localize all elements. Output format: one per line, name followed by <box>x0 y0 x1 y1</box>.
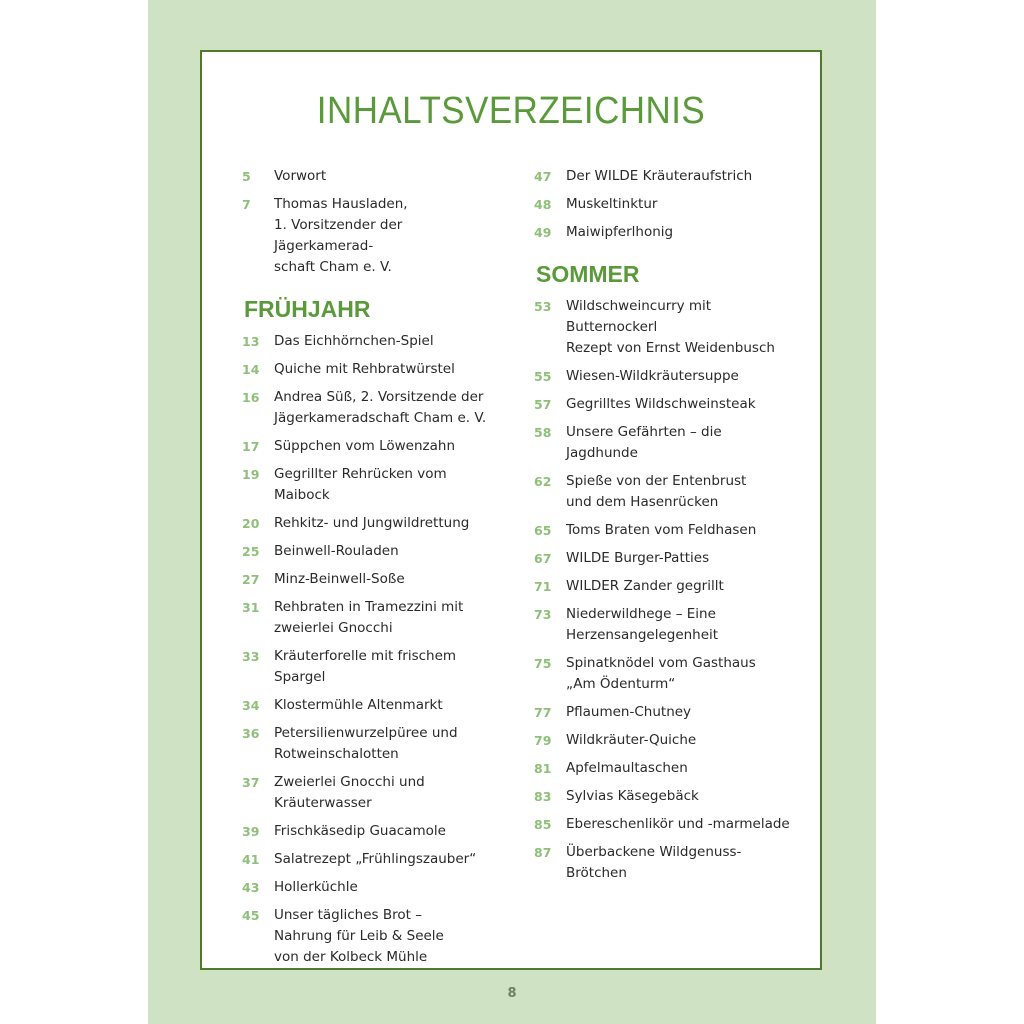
toc-page-number: 73 <box>534 607 552 622</box>
toc-entry <box>242 194 502 278</box>
toc-entry-title: Unser tägliches Brot – Nahrung für Leib & Seele von der Kolbeck Mühle <box>274 907 444 965</box>
toc-entry-title: Das Eichhörnchen-Spiel <box>274 333 434 349</box>
toc-entry-title: Zweierlei Gnocchi und Kräuterwasser <box>274 774 425 811</box>
toc-entry <box>242 331 502 352</box>
section-heading-summer: SOMMER <box>536 261 640 287</box>
toc-entry-title: Minz-Beinwell-Soße <box>274 571 405 587</box>
toc-entry <box>534 730 794 751</box>
toc-entry <box>242 387 502 429</box>
toc-page-number: 71 <box>534 579 552 594</box>
toc-entry-title: Beinwell-Rouladen <box>274 543 399 559</box>
toc-page-number: 16 <box>242 390 260 405</box>
toc-entry-title: Spieße von der Entenbrust und dem Hasenrücken <box>566 473 747 510</box>
toc-entry <box>534 422 794 464</box>
toc-entry <box>534 842 794 884</box>
toc-entry <box>242 597 502 639</box>
toc-entry <box>242 821 502 842</box>
toc-page-number: 17 <box>242 439 260 454</box>
toc-entry <box>534 576 794 597</box>
toc-page-number: 49 <box>534 225 552 240</box>
page-title: INHALTSVERZEICHNIS <box>316 90 706 132</box>
toc-page-number: 48 <box>534 197 552 212</box>
spring-list <box>242 331 502 968</box>
toc-page-number: 7 <box>242 197 251 212</box>
toc-page-number: 53 <box>534 299 552 314</box>
toc-entry-title: Sylvias Käsegebäck <box>566 788 699 804</box>
toc-entry-title: Überbackene Wildgenuss- Brötchen <box>566 844 742 881</box>
toc-page-number: 13 <box>242 334 260 349</box>
toc-page-number: 85 <box>534 817 552 832</box>
toc-page-number: 20 <box>242 516 260 531</box>
toc-entry <box>534 702 794 723</box>
toc-entry <box>242 541 502 562</box>
toc-entry <box>534 653 794 695</box>
toc-entry <box>242 646 502 688</box>
toc-entry-title: Muskeltinktur <box>566 196 658 212</box>
toc-entry <box>242 849 502 870</box>
left-column <box>242 166 502 975</box>
toc-entry-title: Thomas Hausladen, 1. Vorsitzender der Jägerkamerad- schaft Cham e. V. <box>274 196 408 275</box>
right-column <box>534 166 794 891</box>
toc-page-number: 34 <box>242 698 260 713</box>
toc-page-number: 5 <box>242 169 251 184</box>
toc-entry-title: Quiche mit Rehbratwürstel <box>274 361 455 377</box>
toc-entry <box>534 758 794 779</box>
toc-page-number: 27 <box>242 572 260 587</box>
toc-entry <box>242 513 502 534</box>
toc-page-number: 77 <box>534 705 552 720</box>
toc-entry <box>242 436 502 457</box>
toc-page-number: 67 <box>534 551 552 566</box>
toc-entry <box>242 464 502 506</box>
toc-entry <box>242 569 502 590</box>
toc-entry <box>534 786 794 807</box>
toc-entry-title: Frischkäsedip Guacamole <box>274 823 446 839</box>
toc-page-number: 87 <box>534 845 552 860</box>
page-number: 8 <box>507 986 517 1001</box>
intro-list <box>242 166 502 278</box>
toc-page-number: 58 <box>534 425 552 440</box>
toc-entry-title: Ebereschenlikör und -marmelade <box>566 816 790 832</box>
toc-page-number: 14 <box>242 362 260 377</box>
toc-entry <box>242 695 502 716</box>
toc-entry <box>242 772 502 814</box>
toc-page-number: 19 <box>242 467 260 482</box>
toc-page-number: 55 <box>534 369 552 384</box>
toc-page-number: 75 <box>534 656 552 671</box>
toc-page-number: 47 <box>534 169 552 184</box>
contents-frame <box>200 50 822 970</box>
toc-entry <box>534 166 794 187</box>
toc-entry-title: Petersilienwurzelpüree und Rotweinschalotten <box>274 725 458 762</box>
toc-entry <box>534 814 794 835</box>
toc-entry-title: Wiesen-Wildkräutersuppe <box>566 368 739 384</box>
toc-page-number: 57 <box>534 397 552 412</box>
toc-entry-title: Unsere Gefährten – die Jagdhunde <box>566 424 722 461</box>
toc-entry-title: Wildschweincurry mit Butternockerl Rezept von Ernst Weidenbusch <box>566 298 775 356</box>
toc-entry-title: Hollerküchle <box>274 879 358 895</box>
toc-entry-title: Spinatknödel vom Gasthaus „Am Ödenturm“ <box>566 655 756 692</box>
toc-entry-title: Gegrillter Rehrücken vom Maibock <box>274 466 447 503</box>
toc-entry-title: Niederwildhege – Eine Herzensangelegenheit <box>566 606 719 643</box>
toc-page-number: 65 <box>534 523 552 538</box>
toc-entry-title: Apfelmaultaschen <box>566 760 688 776</box>
toc-page-number: 62 <box>534 474 552 489</box>
toc-entry <box>534 604 794 646</box>
toc-entry-title: Wildkräuter-Quiche <box>566 732 697 748</box>
toc-entry <box>242 359 502 380</box>
toc-page-number: 31 <box>242 600 260 615</box>
toc-entry <box>534 366 794 387</box>
toc-page-number: 41 <box>242 852 260 867</box>
toc-entry-title: Kräuterforelle mit frischem Spargel <box>274 648 457 685</box>
toc-entry-title: Vorwort <box>274 168 327 184</box>
toc-entry <box>242 723 502 765</box>
toc-entry <box>242 905 502 968</box>
toc-page-number: 81 <box>534 761 552 776</box>
toc-entry <box>242 166 502 187</box>
toc-entry <box>242 877 502 898</box>
toc-page-number: 43 <box>242 880 260 895</box>
summer-list <box>534 296 794 884</box>
toc-entry-title: WILDE Burger-Patties <box>566 550 710 566</box>
toc-entry <box>534 296 794 359</box>
toc-entry-title: Andrea Süß, 2. Vorsitzende der Jägerkameradschaft Cham e. V. <box>274 389 487 426</box>
toc-entry-title: Pflaumen-Chutney <box>566 704 692 720</box>
toc-page-number: 39 <box>242 824 260 839</box>
toc-entry <box>534 222 794 243</box>
toc-page-number: 36 <box>242 726 260 741</box>
toc-page-number: 83 <box>534 789 552 804</box>
toc-entry <box>534 471 794 513</box>
right-top-list <box>534 166 794 243</box>
toc-entry-title: Salatrezept „Frühlingszauber“ <box>274 851 477 867</box>
toc-page-number: 45 <box>242 908 260 923</box>
toc-entry <box>534 548 794 569</box>
toc-entry <box>534 520 794 541</box>
toc-entry-title: Der WILDE Kräuteraufstrich <box>566 168 753 184</box>
toc-entry-title: Maiwipferlhonig <box>566 224 674 240</box>
toc-page-number: 79 <box>534 733 552 748</box>
toc-entry-title: Rehbraten in Tramezzini mit zweierlei Gnocchi <box>274 599 464 636</box>
toc-entry <box>534 394 794 415</box>
toc-page-number: 37 <box>242 775 260 790</box>
toc-entry-title: Toms Braten vom Feldhasen <box>566 522 757 538</box>
toc-page-number: 33 <box>242 649 260 664</box>
toc-page-number: 25 <box>242 544 260 559</box>
toc-entry-title: Rehkitz- und Jungwildrettung <box>274 515 470 531</box>
toc-entry-title: Klostermühle Altenmarkt <box>274 697 443 713</box>
section-heading-spring: FRÜHJAHR <box>244 296 371 322</box>
toc-entry <box>534 194 794 215</box>
toc-entry-title: Süppchen vom Löwenzahn <box>274 438 456 454</box>
toc-entry-title: Gegrilltes Wildschweinsteak <box>566 396 756 412</box>
toc-entry-title: WILDER Zander gegrillt <box>566 578 724 594</box>
